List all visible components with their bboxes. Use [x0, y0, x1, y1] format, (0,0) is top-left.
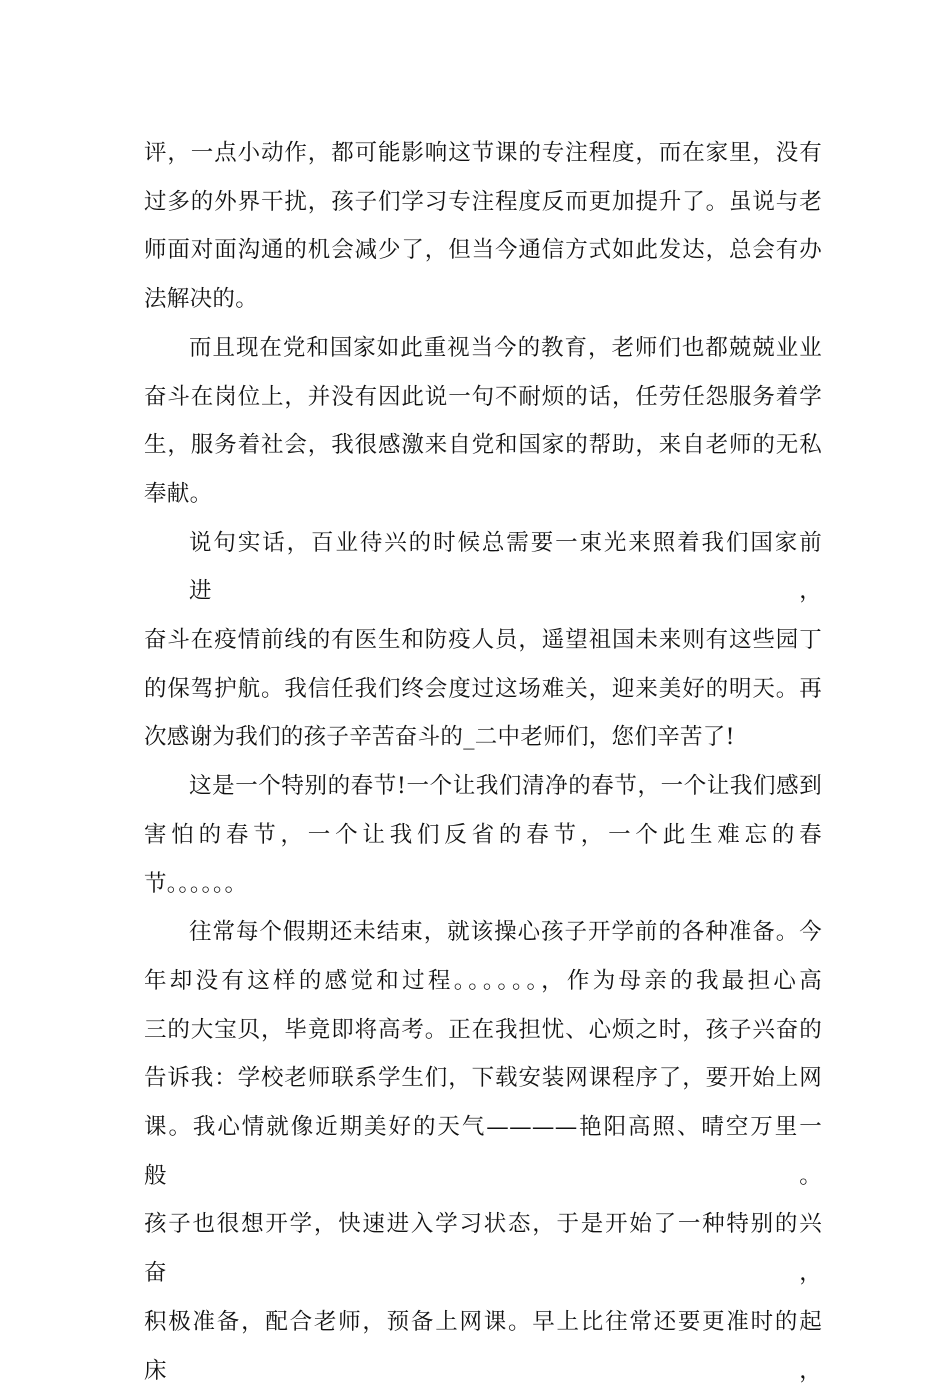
text-line: 师面对面沟通的机会减少了，但当今通信方式如此发达，总会有办 [144, 237, 822, 264]
paragraph-4 [144, 762, 822, 908]
paragraph-1 [144, 129, 822, 324]
text-line: 次感谢为我们的孩子辛苦奋斗的_二中老师们，您们辛苦了! [144, 724, 735, 751]
text-line: 积极准备，配合老师，预备上网课。早上比往常还要更准时的起床， [144, 1308, 822, 1384]
text-line: 孩子也很想开学，快速进入学习状态，于是开始了一种特别的兴奋， [144, 1211, 822, 1287]
text-line: 害怕的春节，一个让我们反省的春节，一个此生难忘的春 [144, 821, 822, 848]
text-line: 这是一个特别的春节!一个让我们清净的春节，一个让我们感到 [189, 773, 822, 800]
text-line: 奋斗在疫情前线的有医生和防疫人员，遥望祖国未来则有这些园丁 [144, 627, 822, 654]
paragraph-5 [144, 908, 822, 1395]
paragraph-3 [144, 519, 822, 763]
text-line: 奋斗在岗位上，并没有因此说一句不耐烦的话，任劳任怨服务着学 [144, 383, 822, 410]
text-line: 节。。。。。。 [144, 870, 248, 897]
paragraph-2 [144, 324, 822, 519]
document-body [144, 129, 822, 1395]
text-line: 奉献。 [144, 480, 213, 507]
text-line: 告诉我：学校老师联系学生们，下载安装网课程序了，要开始上网 [144, 1065, 822, 1092]
text-line: 的保驾护航。我信任我们终会度过这场难关，迎来美好的明天。再 [144, 675, 822, 702]
text-line: 说句实话，百业待兴的时候总需要一束光来照着我们国家前进， [189, 529, 822, 605]
text-line: 评，一点小动作，都可能影响这节课的专注程度，而在家里，没有 [144, 140, 822, 166]
text-line: 年却没有这样的感觉和过程。。。。。。，作为母亲的我最担心高 [144, 967, 822, 994]
text-line: 三的大宝贝，毕竟即将高考。正在我担忧、心烦之时，孩子兴奋的 [144, 1016, 822, 1043]
text-line: 课。我心情就像近期美好的天气————艳阳高照、晴空万里一般。 [144, 1114, 822, 1189]
text-line: 往常每个假期还未结束，就该操心孩子开学前的各种准备。今 [189, 919, 822, 946]
text-line: 而且现在党和国家如此重视当今的教育，老师们也都兢兢业业 [189, 334, 822, 361]
text-line: 生，服务着社会，我很感激来自党和国家的帮助，来自老师的无私 [144, 432, 822, 459]
text-line: 过多的外界干扰，孩子们学习专注程度反而更加提升了。虽说与老 [144, 188, 822, 215]
text-line: 法解决的。 [144, 286, 259, 313]
